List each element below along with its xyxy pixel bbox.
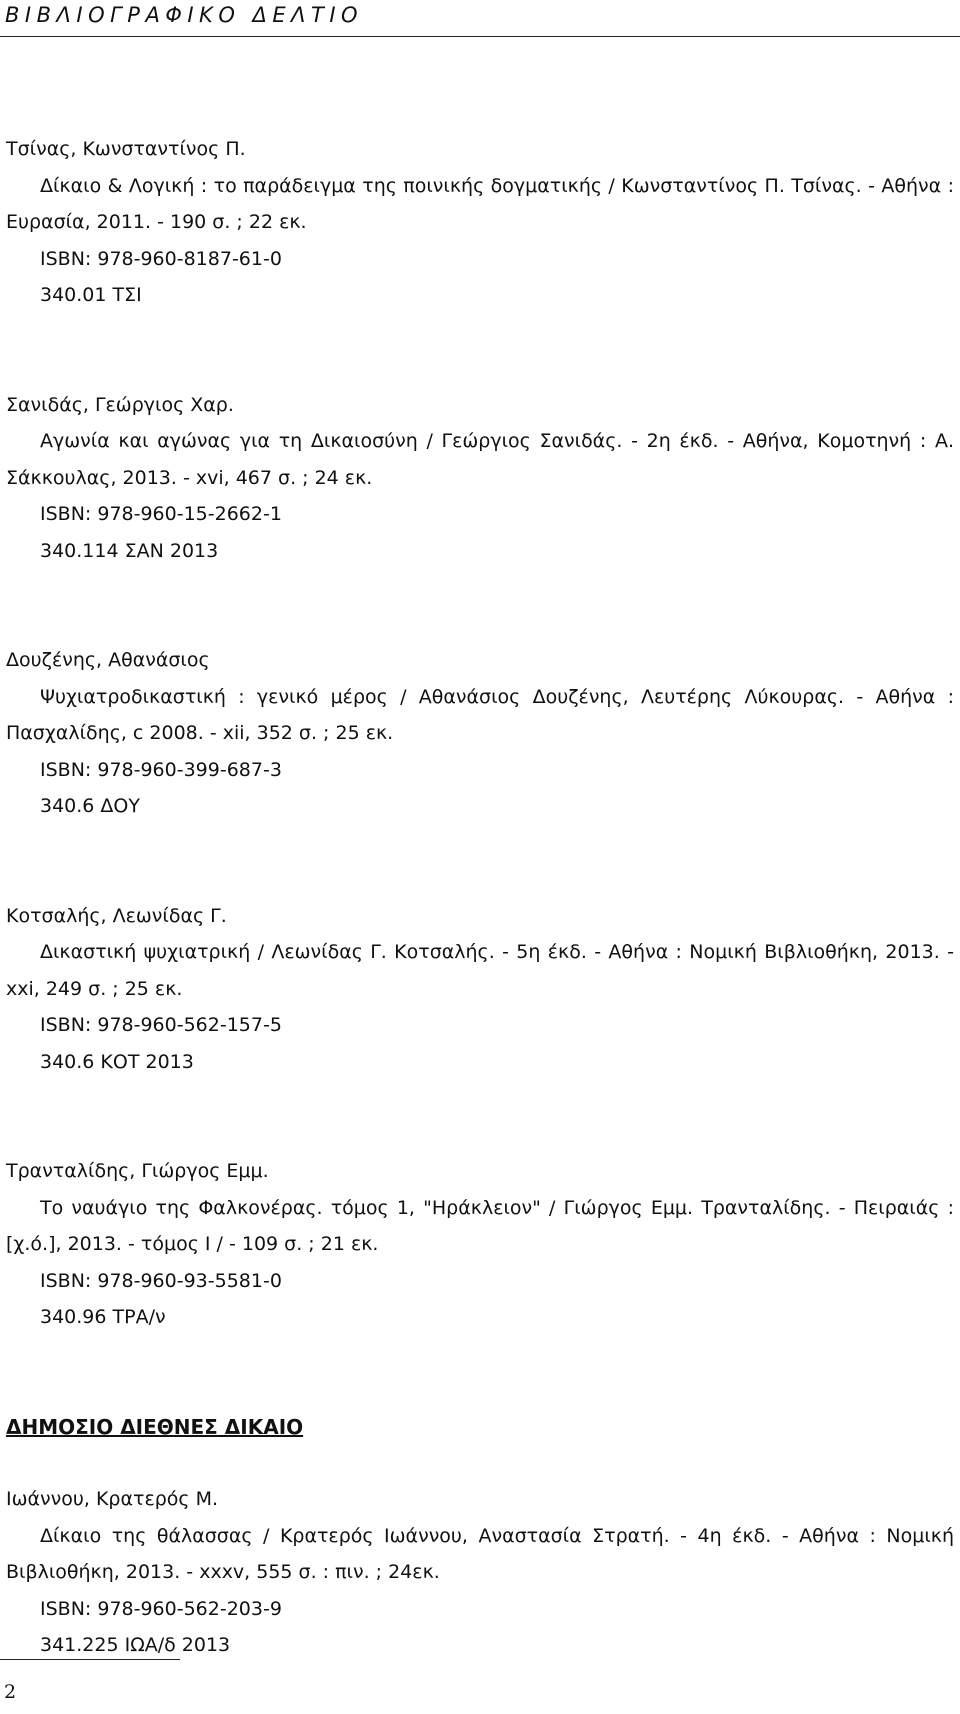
entry-classification: 340.114 ΣΑΝ 2013 <box>40 539 219 562</box>
entry-description: Ψυχιατροδικαστική : γενικό μέρος / Αθανάσιος Δουζένης, Λευτέρης Λύκουρας. - Αθήνα : Πασχαλίδης, c 2008. - xii, 352 σ. ; 25 εκ. <box>6 685 954 744</box>
footer-divider <box>0 1659 180 1660</box>
bibliography-entry <box>6 642 954 825</box>
bibliography-entry <box>6 898 954 1081</box>
entry-isbn: ISBN: 978-960-93-5581-0 <box>40 1269 282 1292</box>
section-heading: ΔΗΜΟΣΙΟ ΔΙΕΘΝΕΣ ΔΙΚΑΙΟ <box>6 1414 304 1439</box>
entry-author: Κοτσαλής, Λεωνίδας Γ. <box>6 904 227 927</box>
entry-description: Δίκαιο της θάλασσας / Κρατερός Ιωάννου, Αναστασία Στρατή. - 4η έκδ. - Αθήνα : Νομική Βιβλιοθήκη, 2013. - xxxv, 555 σ. : πιν. ; 24εκ. <box>6 1524 954 1583</box>
bibliography-entry <box>6 131 954 314</box>
entry-author: Τσίνας, Κωνσταντίνος Π. <box>6 138 246 160</box>
entry-isbn: ISBN: 978-960-399-687-3 <box>40 758 282 781</box>
entry-isbn: ISBN: 978-960-562-157-5 <box>40 1014 282 1036</box>
page-header-title: ΒΙΒΛΙΟΓΡΑΦΙΚΟ ΔΕΛΤΙΟ <box>5 3 364 27</box>
page-number: 2 <box>4 1681 17 1703</box>
header-divider <box>0 36 960 37</box>
entry-isbn: ISBN: 978-960-562-203-9 <box>40 1597 282 1620</box>
entry-classification: 340.6 ΚΟΤ 2013 <box>40 1050 194 1073</box>
entry-description: Δικαστική ψυχιατρική / Λεωνίδας Γ. Κοτσαλής. - 5η έκδ. - Αθήνα : Νομική Βιβλιοθήκη, 2013. - xxi, 249 σ. ; 25 εκ. <box>6 941 954 1000</box>
bibliography-entry <box>6 387 954 570</box>
entry-classification: 340.96 ΤΡΑ/ν <box>40 1306 166 1328</box>
entry-isbn: ISBN: 978-960-8187-61-0 <box>40 247 282 270</box>
entry-description: Το ναυάγιο της Φαλκονέρας. τόμος 1, "Ηράκλειον" / Γιώργος Εμμ. Τρανταλίδης. - Πειραιάς : [χ.ό.], 2013. - τόμος Ι / - 109 σ. ; 21 εκ. <box>6 1196 954 1255</box>
entry-author: Τρανταλίδης, Γιώργος Εμμ. <box>6 1160 269 1182</box>
entry-author: Σανιδάς, Γεώργιος Χαρ. <box>6 393 234 416</box>
entry-classification: 340.6 ΔΟΥ <box>40 795 140 817</box>
entry-description: Δίκαιο & Λογική : το παράδειγμα της ποινικής δογματικής / Κωνσταντίνος Π. Τσίνας. - Αθήνα : Ευρασία, 2011. - 190 σ. ; 22 εκ. <box>6 174 954 233</box>
entry-author: Δουζένης, Αθανάσιος <box>6 649 210 671</box>
bibliography-entry <box>6 1153 954 1336</box>
entry-description: Αγωνία και αγώνας για τη Δικαιοσύνη / Γεώργιος Σανιδάς. - 2η έκδ. - Αθήνα, Κομοτηνή : Α. Σάκκουλας, 2013. - xvi, 467 σ. ; 24 εκ. <box>6 430 954 489</box>
bibliography-list <box>6 131 954 1664</box>
entry-author: Ιωάννου, Κρατερός Μ. <box>6 1488 219 1510</box>
entry-isbn: ISBN: 978-960-15-2662-1 <box>40 503 282 525</box>
entry-classification: 341.225 ΙΩΑ/δ 2013 <box>40 1634 231 1656</box>
section-public-international-law <box>6 1409 954 1664</box>
entry-classification: 340.01 ΤΣΙ <box>40 284 142 306</box>
